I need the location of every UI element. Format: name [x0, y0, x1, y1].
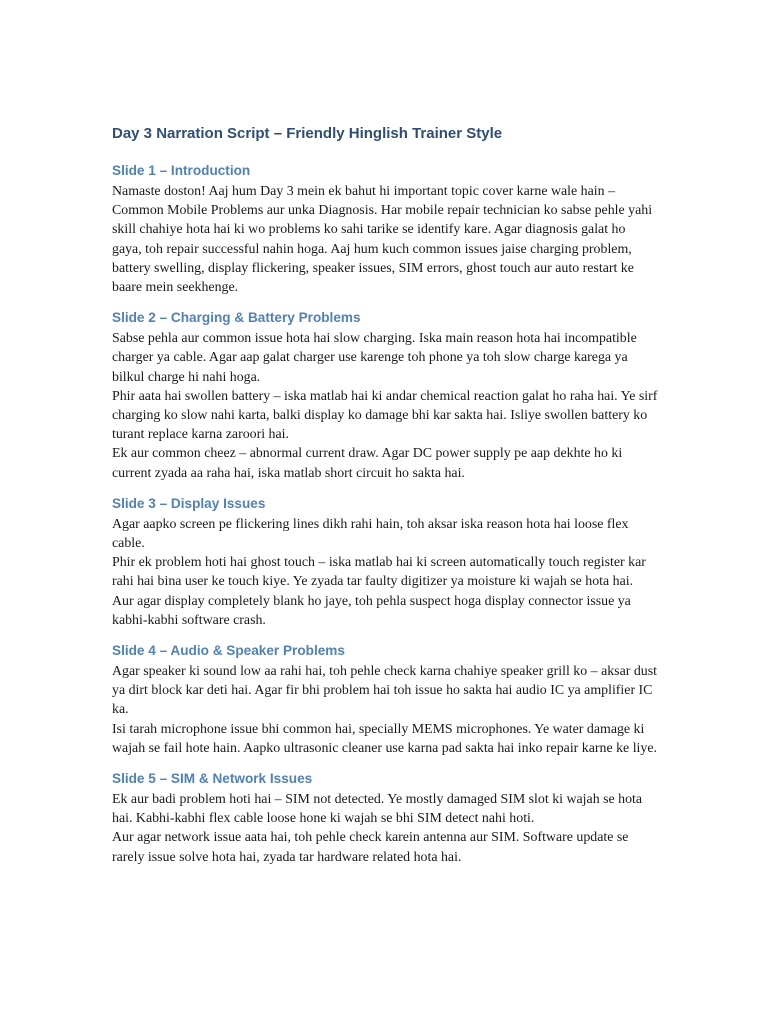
paragraph: Namaste doston! Aaj hum Day 3 mein ek bahut hi important topic cover karne wale hain – Common Mobile Problems aur unka Diagnosis. Har mobile repair technician ko sabse pehle yahi skill chahiye hota hai ki wo problems ko sahi tarike se identify kare. Agar diagnosis galat ho gaya, toh repair successful nahin hoga. Aaj hum kuch common issues jaise charging problem, battery swelling, display flickering, speaker issues, SIM errors, ghost touch aur auto restart ke baare mein seekhenge. [112, 184, 653, 296]
document-page [112, 122, 658, 877]
section-slide-4 [112, 640, 658, 758]
document-title: Day 3 Narration Script – Friendly Hinglish Trainer Style [112, 125, 503, 142]
section-slide-5 [112, 768, 658, 867]
section-slide-1 [112, 160, 658, 297]
paragraph: Phir ek problem hoti hai ghost touch – iska matlab hai ki screen automatically touch register kar rahi hai bina user ke touch kiye. Ye zyada tar faulty digitizer ya moisture ki wajah se hota hai. [112, 555, 646, 590]
section-heading: Slide 5 – SIM & Network Issues [112, 771, 313, 787]
paragraph: Agar speaker ki sound low aa rahi hai, toh pehle check karna chahiye speaker grill ko – aksar dust ya dirt block kar deti hai. Agar fir bhi problem hai toh issue ho sakta hai audio IC ya amplifier IC ka. [112, 664, 658, 718]
section-heading: Slide 1 – Introduction [112, 163, 251, 178]
paragraph: Aur agar display completely blank ho jaye, toh pehla suspect hoga display connector issue ya kabhi-kabhi software crash. [112, 593, 631, 628]
paragraph: Phir aata hai swollen battery – iska matlab hai ki andar chemical reaction galat ho raha hai. Ye sirf charging ko slow nahi karta, balki display ko damage bhi kar sakta hai. Isliye swollen battery ko turant replace karna zaroori hai. [112, 388, 658, 443]
section-heading: Slide 2 – Charging & Battery Problems [112, 310, 361, 326]
section-heading: Slide 4 – Audio & Speaker Problems [112, 643, 345, 659]
section-heading: Slide 3 – Display Issues [112, 495, 266, 511]
paragraph: Isi tarah microphone issue bhi common hai, specially MEMS microphones. Ye water damage ki wajah se fail hote hain. Aapko ultrasonic cleaner use karna pad sakta hai inko repair karne ke liye. [112, 721, 657, 756]
section-slide-2 [112, 307, 658, 483]
paragraph: Sabse pehla aur common issue hota hai slow charging. Iska main reason hota hai incompatible charger ya cable. Agar aap galat charger use karenge toh phone ya toh slow charge karega ya bilkul charge hi nahi hoga. [112, 331, 637, 385]
section-slide-3 [112, 493, 658, 630]
paragraph: Ek aur common cheez – abnormal current draw. Agar DC power supply pe aap dekhte ho ki current zyada aa raha hai, iska matlab short circuit ho sakta hai. [112, 446, 623, 481]
paragraph: Ek aur badi problem hoti hai – SIM not detected. Ye mostly damaged SIM slot ki wajah se hota hai. Kabhi-kabhi flex cable loose hone ki wajah se bhi SIM detect nahi hoti. [112, 792, 643, 827]
paragraph: Aur agar network issue aata hai, toh pehle check karein antenna aur SIM. Software update se rarely issue solve hota hai, zyada tar hardware related hota hai. [112, 830, 629, 865]
paragraph: Agar aapko screen pe flickering lines dikh rahi hain, toh aksar iska reason hota hai loose flex cable. [112, 516, 629, 552]
